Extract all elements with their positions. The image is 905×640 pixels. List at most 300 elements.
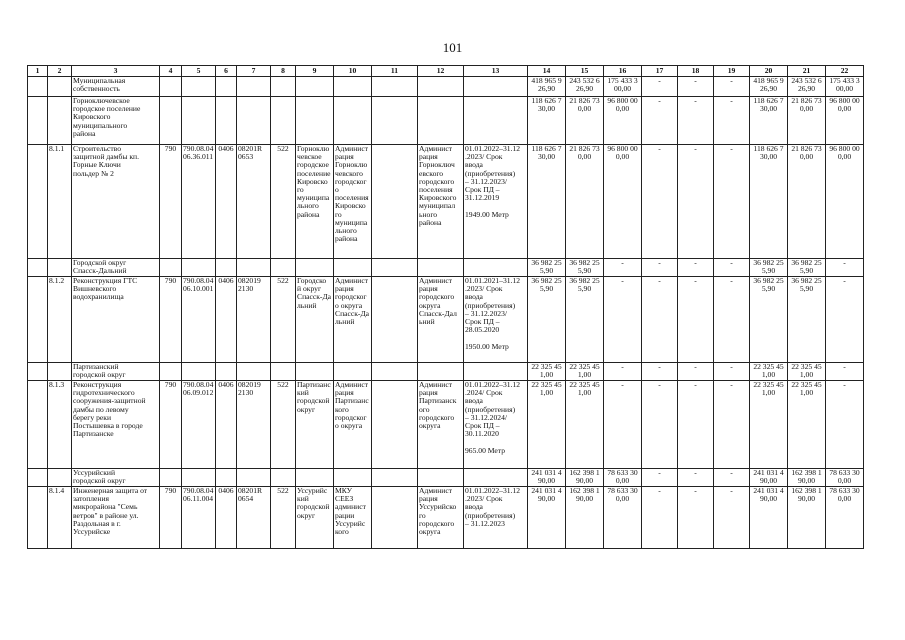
- cell: [788, 381, 826, 469]
- cell: [528, 363, 566, 381]
- cell: [271, 363, 296, 381]
- cell: [678, 277, 714, 363]
- cell: [72, 97, 160, 145]
- cell: [296, 259, 334, 277]
- cell: [418, 97, 464, 145]
- cell-col-13: 01.01.2022–31.12 .2023/ Срок ввода (приобретения) – 31.12.2023/ Срок ПД – 31.12.2019 1949.00 Метр: [465, 144, 521, 219]
- cell: [296, 77, 334, 97]
- cell: [72, 487, 160, 549]
- cell-col-20: 118 626 7 30,00: [753, 144, 784, 162]
- cell: [566, 259, 604, 277]
- cell: [296, 381, 334, 469]
- cell: [271, 487, 296, 549]
- cell: [826, 381, 864, 469]
- cell: [296, 469, 334, 487]
- column-header: 5: [182, 66, 216, 77]
- cell: [678, 259, 714, 277]
- table-row: [28, 381, 864, 469]
- cell: [48, 363, 72, 381]
- group-row: [28, 77, 864, 97]
- cell: [28, 487, 48, 549]
- cell: [237, 469, 271, 487]
- cell-col-18: -: [694, 276, 697, 285]
- cell-col-12: Админист рация Уссурийско го городского округа: [419, 486, 457, 537]
- cell: [372, 363, 418, 381]
- cell-col-22: 96 800 00 0,00: [829, 96, 860, 114]
- cell: [216, 145, 237, 259]
- cell: [566, 487, 604, 549]
- cell-col-14: 118 626 7 30,00: [531, 96, 562, 114]
- cell: [216, 277, 237, 363]
- cell: [714, 97, 750, 145]
- cell: [216, 363, 237, 381]
- cell: [160, 97, 182, 145]
- cell: [216, 381, 237, 469]
- table-row: [28, 145, 864, 259]
- cell-col-17: -: [658, 362, 661, 371]
- cell: [271, 469, 296, 487]
- cell: [528, 259, 566, 277]
- cell: [72, 469, 160, 487]
- cell: [296, 145, 334, 259]
- cell-col-22: -: [843, 258, 846, 267]
- cell-col-15: 22 325 45 1,00: [569, 362, 600, 380]
- cell: [182, 259, 216, 277]
- cell: [160, 259, 182, 277]
- column-header: 12: [418, 66, 464, 77]
- cell-col-9: Партизанс кий городской округ: [297, 380, 331, 414]
- cell-col-16: 96 800 00 0,00: [607, 96, 638, 114]
- program-table: [27, 65, 864, 549]
- cell: [237, 381, 271, 469]
- cell-col-9: Городско й округ Спасск-Да льний: [297, 276, 332, 310]
- cell-col-22: 96 800 00 0,00: [829, 144, 860, 162]
- cell: [182, 145, 216, 259]
- cell-col-4: 790: [164, 486, 177, 495]
- cell: [826, 277, 864, 363]
- cell-col-10: Админист рация Партизанс кого городског о округа: [335, 380, 369, 431]
- cell-col-20: 118 626 7 30,00: [753, 96, 784, 114]
- cell: [237, 487, 271, 549]
- cell: [604, 145, 642, 259]
- cell: [642, 259, 678, 277]
- cell: [714, 259, 750, 277]
- cell: [464, 487, 528, 549]
- cell: [750, 363, 788, 381]
- cell: [826, 363, 864, 381]
- cell-col-16: 78 633 30 0,00: [607, 468, 638, 486]
- column-header: 2: [48, 66, 72, 77]
- cell-col-7: 082019 2130: [238, 380, 261, 398]
- cell-col-14: 241 031 4 90,00: [531, 486, 562, 504]
- cell: [216, 469, 237, 487]
- cell: [604, 277, 642, 363]
- cell: [750, 97, 788, 145]
- column-header: 7: [237, 66, 271, 77]
- cell-col-20: 36 982 25 5,90: [753, 276, 784, 294]
- cell-col-21: 243 532 6 26,90: [791, 76, 822, 94]
- cell-col-14: 36 982 25 5,90: [531, 276, 562, 294]
- cell-col-19: -: [730, 380, 733, 389]
- cell: [372, 77, 418, 97]
- column-header: 17: [642, 66, 678, 77]
- cell-col-20: 241 031 4 90,00: [753, 486, 784, 504]
- cell-col-14: 118 626 7 30,00: [531, 144, 562, 162]
- cell: [237, 77, 271, 97]
- table-row: [28, 277, 864, 363]
- cell: [566, 469, 604, 487]
- cell: [182, 277, 216, 363]
- cell-col-19: -: [730, 276, 733, 285]
- cell-col-15: 243 532 6 26,90: [569, 76, 600, 94]
- column-header: 14: [528, 66, 566, 77]
- cell-col-18: -: [694, 362, 697, 371]
- cell: [642, 97, 678, 145]
- cell-col-21: 21 826 73 0,00: [791, 96, 822, 114]
- cell-col-19: -: [730, 144, 733, 153]
- column-header: 6: [216, 66, 237, 77]
- cell: [826, 97, 864, 145]
- cell: [566, 381, 604, 469]
- cell: [464, 363, 528, 381]
- cell: [788, 145, 826, 259]
- cell: [788, 363, 826, 381]
- cell-col-21: 22 325 45 1,00: [791, 362, 822, 380]
- cell-col-8: 522: [277, 486, 289, 495]
- cell: [678, 487, 714, 549]
- cell-col-19: -: [730, 258, 733, 267]
- cell-col-16: 96 800 00 0,00: [607, 144, 638, 162]
- cell: [464, 145, 528, 259]
- cell-col-19: -: [730, 362, 733, 371]
- table-row: [28, 487, 864, 549]
- cell: [788, 277, 826, 363]
- cell: [334, 487, 372, 549]
- cell: [237, 145, 271, 259]
- cell: [160, 145, 182, 259]
- cell-col-18: -: [694, 76, 697, 85]
- cell-col-14: 36 982 25 5,90: [531, 258, 562, 276]
- cell: [788, 77, 826, 97]
- cell: [372, 145, 418, 259]
- cell: [418, 277, 464, 363]
- cell: [464, 381, 528, 469]
- cell: [237, 277, 271, 363]
- cell: [28, 469, 48, 487]
- cell: [28, 259, 48, 277]
- cell: [826, 259, 864, 277]
- column-header: 18: [678, 66, 714, 77]
- cell: [160, 277, 182, 363]
- cell: [216, 487, 237, 549]
- cell-col-13: 01.01.2022–31.12 .2023/ Срок ввода (приобретения) – 31.12.2023: [465, 486, 521, 528]
- cell: [678, 97, 714, 145]
- cell-col-15: 21 826 73 0,00: [569, 144, 600, 162]
- cell: [604, 487, 642, 549]
- cell: [182, 77, 216, 97]
- cell: [642, 469, 678, 487]
- cell: [566, 277, 604, 363]
- cell: [334, 145, 372, 259]
- cell-col-8: 522: [277, 380, 289, 389]
- column-header: 21: [788, 66, 826, 77]
- cell: [28, 363, 48, 381]
- cell: [788, 487, 826, 549]
- cell-col-9: Горноклю чевское городское поселение Кировско го муниципа льного района: [297, 144, 331, 219]
- cell: [566, 145, 604, 259]
- cell-col-19: -: [730, 76, 733, 85]
- cell-col-17: -: [658, 468, 661, 477]
- cell: [334, 469, 372, 487]
- cell: [566, 363, 604, 381]
- cell: [826, 145, 864, 259]
- cell-col-16: 175 433 3 00,00: [607, 76, 638, 94]
- cell-col-17: -: [658, 96, 661, 105]
- cell: [72, 259, 160, 277]
- column-header: 1: [28, 66, 48, 77]
- cell: [566, 97, 604, 145]
- cell-col-10: Админист рация Горноклю чевского городског о поселения Кировско го муниципа льного района: [335, 144, 369, 244]
- cell-col-9: Уссурийс кий городской округ: [297, 486, 330, 520]
- cell: [296, 487, 334, 549]
- cell: [678, 469, 714, 487]
- cell-col-5: 790.08.04 06.11.004: [183, 486, 214, 504]
- cell-col-8: 522: [277, 276, 289, 285]
- cell-col-4: 790: [164, 144, 177, 153]
- cell: [28, 145, 48, 259]
- cell: [271, 145, 296, 259]
- cell: [604, 381, 642, 469]
- group-row: [28, 469, 864, 487]
- cell-col-20: 241 031 4 90,00: [753, 468, 784, 486]
- cell: [528, 145, 566, 259]
- cell: [750, 77, 788, 97]
- cell: [750, 145, 788, 259]
- cell-col-21: 162 398 1 90,00: [791, 468, 822, 486]
- cell: [334, 97, 372, 145]
- cell: [464, 77, 528, 97]
- cell-col-6: 0406: [218, 144, 234, 153]
- column-header: 3: [72, 66, 160, 77]
- cell-col-2: 8.1.3: [49, 380, 65, 389]
- cell-col-18: -: [694, 96, 697, 105]
- cell-col-15: 162 398 1 90,00: [569, 468, 600, 486]
- cell: [72, 77, 160, 97]
- cell: [334, 381, 372, 469]
- cell: [334, 363, 372, 381]
- cell-col-2: 8.1.4: [49, 486, 65, 495]
- cell: [216, 259, 237, 277]
- cell-col-20: 36 982 25 5,90: [753, 258, 784, 276]
- cell-col-22: -: [843, 276, 846, 285]
- cell: [826, 469, 864, 487]
- cell: [271, 77, 296, 97]
- cell-col-14: 418 965 9 26,90: [531, 76, 562, 94]
- cell-col-7: 082019 2130: [238, 276, 261, 294]
- cell: [237, 259, 271, 277]
- group-row: [28, 259, 864, 277]
- cell: [271, 97, 296, 145]
- cell: [372, 259, 418, 277]
- header-row: [28, 66, 864, 77]
- cell: [28, 381, 48, 469]
- cell: [372, 487, 418, 549]
- cell-col-15: 36 982 25 5,90: [569, 276, 600, 294]
- group-row: [28, 97, 864, 145]
- cell: [678, 77, 714, 97]
- cell: [48, 277, 72, 363]
- cell: [528, 77, 566, 97]
- cell-col-15: 21 826 73 0,00: [569, 96, 600, 114]
- cell-col-3: Реконструкция ГТС Вишневского водохранилища: [73, 276, 138, 302]
- cell: [48, 97, 72, 145]
- group-row: [28, 363, 864, 381]
- cell-col-20: 418 965 9 26,90: [753, 76, 784, 94]
- cell: [528, 277, 566, 363]
- cell: [334, 277, 372, 363]
- cell-col-4: 790: [164, 380, 177, 389]
- cell: [72, 381, 160, 469]
- cell: [642, 363, 678, 381]
- cell-col-3: Горноключевское городское поселение Кировского муниципального района: [73, 96, 141, 138]
- cell-col-16: -: [621, 258, 624, 267]
- cell-col-3: Муниципальная собственность: [73, 76, 126, 94]
- cell: [48, 487, 72, 549]
- cell-col-3: Партизанский городской округ: [73, 362, 126, 380]
- column-header: 19: [714, 66, 750, 77]
- cell: [334, 77, 372, 97]
- cell: [788, 97, 826, 145]
- cell: [48, 259, 72, 277]
- cell-col-19: -: [730, 486, 733, 495]
- cell-col-14: 22 325 45 1,00: [531, 362, 562, 380]
- cell-col-21: 21 826 73 0,00: [791, 144, 822, 162]
- cell-col-3: Строительство защитной дамбы кп. Горные Ключи польдер № 2: [73, 144, 139, 178]
- cell: [160, 363, 182, 381]
- cell-col-14: 22 325 45 1,00: [531, 380, 562, 398]
- cell-col-17: -: [658, 486, 661, 495]
- cell: [182, 381, 216, 469]
- cell: [678, 381, 714, 469]
- cell-col-4: 790: [164, 276, 177, 285]
- column-header: 13: [464, 66, 528, 77]
- cell-col-3: Городской округ Спасск-Дальний: [73, 258, 127, 276]
- cell: [826, 487, 864, 549]
- cell: [372, 277, 418, 363]
- cell: [216, 77, 237, 97]
- cell-col-16: -: [621, 380, 624, 389]
- cell: [182, 363, 216, 381]
- cell: [750, 277, 788, 363]
- cell-col-21: 36 982 25 5,90: [791, 258, 822, 276]
- cell-col-18: -: [694, 380, 697, 389]
- cell-col-10: МКУ СЕЕЗ админист рации Уссурийс кого: [335, 486, 366, 537]
- cell-col-22: -: [843, 362, 846, 371]
- cell-col-15: 22 325 45 1,00: [569, 380, 600, 398]
- cell: [750, 259, 788, 277]
- cell: [28, 97, 48, 145]
- cell: [528, 97, 566, 145]
- cell: [271, 381, 296, 469]
- cell: [160, 469, 182, 487]
- cell-col-20: 22 325 45 1,00: [753, 380, 784, 398]
- cell-col-16: -: [621, 276, 624, 285]
- cell: [418, 381, 464, 469]
- cell: [604, 469, 642, 487]
- cell: [372, 469, 418, 487]
- cell-col-13: 01.01.2022–31.12 .2024/ Срок ввода (приобретения) – 31.12.2024/ Срок ПД – 30.11.2020 965.00 Метр: [465, 380, 521, 455]
- cell: [72, 363, 160, 381]
- cell-col-21: 22 325 45 1,00: [791, 380, 822, 398]
- column-header: 4: [160, 66, 182, 77]
- cell: [566, 77, 604, 97]
- cell: [418, 469, 464, 487]
- cell: [418, 259, 464, 277]
- cell: [48, 145, 72, 259]
- cell: [182, 97, 216, 145]
- cell-col-21: 162 398 1 90,00: [791, 486, 822, 504]
- cell: [418, 77, 464, 97]
- cell-col-2: 8.1.1: [49, 144, 65, 153]
- cell-col-16: 78 633 30 0,00: [607, 486, 638, 504]
- cell-col-5: 790.08.04 06.36.011: [183, 144, 214, 162]
- cell-col-12: Админист рация Горноключ евского городского поселения Кировского муниципал ьного района: [419, 144, 457, 227]
- cell-col-12: Админист рация Партизанск ого городского округа: [419, 380, 457, 431]
- cell: [714, 77, 750, 97]
- cell: [678, 363, 714, 381]
- cell: [182, 487, 216, 549]
- cell: [237, 363, 271, 381]
- cell-col-21: 36 982 25 5,90: [791, 276, 822, 294]
- cell-col-17: -: [658, 276, 661, 285]
- cell: [160, 77, 182, 97]
- cell-col-18: -: [694, 486, 697, 495]
- cell: [418, 487, 464, 549]
- cell: [714, 277, 750, 363]
- cell: [528, 469, 566, 487]
- cell: [642, 145, 678, 259]
- cell: [372, 381, 418, 469]
- cell: [604, 259, 642, 277]
- cell-col-18: -: [694, 258, 697, 267]
- cell: [271, 259, 296, 277]
- cell: [160, 487, 182, 549]
- cell-col-20: 22 325 45 1,00: [753, 362, 784, 380]
- cell-col-15: 36 982 25 5,90: [569, 258, 600, 276]
- cell-col-16: -: [621, 362, 624, 371]
- cell-col-10: Админист рация городског о округа Спасск-Да льний: [335, 276, 370, 327]
- cell-col-19: -: [730, 96, 733, 105]
- cell: [216, 97, 237, 145]
- cell: [334, 259, 372, 277]
- cell: [714, 363, 750, 381]
- cell: [642, 77, 678, 97]
- column-header: 22: [826, 66, 864, 77]
- cell-col-17: -: [658, 144, 661, 153]
- cell: [750, 381, 788, 469]
- cell: [788, 259, 826, 277]
- cell-col-22: 175 433 3 00,00: [829, 76, 860, 94]
- column-header: 15: [566, 66, 604, 77]
- cell-col-5: 790.08.04 06.10.001: [183, 276, 214, 294]
- cell-col-12: Админист рация городского округа Спасск-Дал ьний: [419, 276, 457, 327]
- column-header: 11: [372, 66, 418, 77]
- cell: [464, 277, 528, 363]
- cell-col-17: -: [658, 76, 661, 85]
- cell: [788, 469, 826, 487]
- cell-col-17: -: [658, 380, 661, 389]
- cell-col-22: 78 633 30 0,00: [829, 468, 860, 486]
